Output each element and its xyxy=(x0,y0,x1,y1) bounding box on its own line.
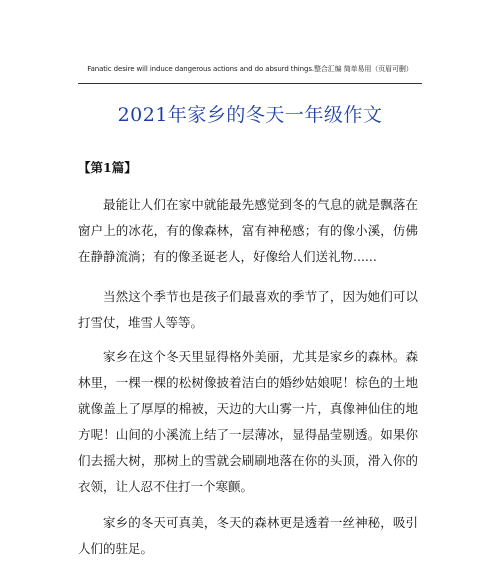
paragraph-3: 家乡在这个冬天里显得格外美丽，尤其是家乡的森林。森林里，一棵一棵的松树像披着洁白的婚纱姑娘呢！棕色的土地就像盖上了厚厚的棉被，天边的大山雾一片，真像神仙住的地方呢！山间的小溪流上结了一层薄冰，显得晶莹剔透。如果你们去摇大树，那树上的雪就会刷刷地落在你的头顶，滑入你的衣领，让人忍不住打一个寒颤。 xyxy=(78,349,418,494)
paragraph-4: 家乡的冬天可真美，冬天的森林更是透着一丝神秘，吸引人们的驻足。 xyxy=(78,515,418,556)
document-title: 2021年家乡的冬天一年级作文 xyxy=(117,104,383,126)
paragraph-1: 最能让人们在家中就能最先感觉到冬的气息的就是飘落在窗户上的冰花，有的像森林，富有神秘感；有的像小溪，仿佛在静静流淌；有的像圣诞老人，好像给人们送礼物...... xyxy=(78,197,418,264)
page-header: Fanatic desire will induce dangerous actions and do absurd things.整合汇编 简单易用（页眉可删） xyxy=(87,65,413,73)
header-divider xyxy=(78,83,422,84)
section-label: 【第1篇】 xyxy=(78,160,137,175)
paragraph-2: 当然这个季节也是孩子们最喜欢的季节了，因为她们可以打雪仗，堆雪人等等。 xyxy=(78,289,418,330)
